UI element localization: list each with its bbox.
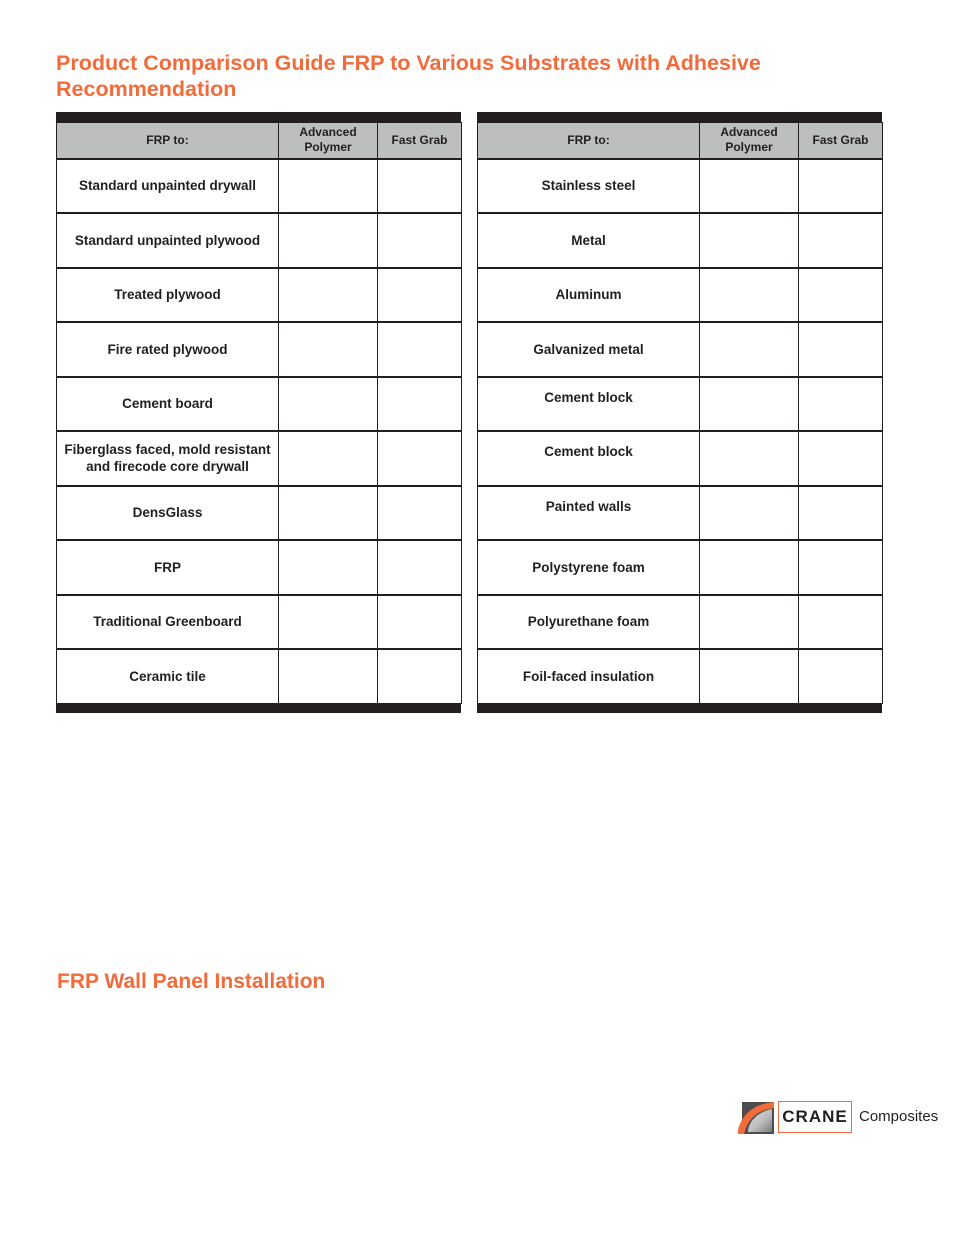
fast-grab-cell [378,595,462,650]
advanced-polymer-cell [700,377,799,432]
table-row [478,649,883,704]
fast-grab-cell [799,268,883,323]
table-row [57,595,462,650]
fast-grab-cell [799,322,883,377]
advanced-polymer-cell [279,595,378,650]
fast-grab-cell [378,159,462,214]
table-row [57,268,462,323]
substrate-label: Polystyrene foam [478,540,700,595]
crane-swoosh-icon [736,1100,776,1136]
fast-grab-cell [378,486,462,541]
table-row [57,649,462,704]
section-title: FRP Wall Panel Installation [57,970,326,993]
comparison-table [477,122,883,704]
fast-grab-cell [799,377,883,432]
advanced-polymer-cell [279,322,378,377]
advanced-polymer-cell [700,595,799,650]
fast-grab-cell [799,649,883,704]
table-row [478,377,883,432]
fast-grab-cell [378,377,462,432]
advanced-polymer-cell [700,322,799,377]
table-row [478,595,883,650]
advanced-polymer-cell [279,159,378,214]
advanced-polymer-cell [700,159,799,214]
comparison-table-left [56,112,461,713]
substrate-label: Standard unpainted plywood [57,213,279,268]
header-frp-to: FRP to: [57,123,279,159]
page-title: Product Comparison Guide FRP to Various Substrates with Adhesive Recommendation [56,51,761,101]
table-top-bar [477,112,882,122]
fast-grab-cell [378,268,462,323]
table-row [478,159,883,214]
fast-grab-cell [799,431,883,486]
substrate-label: Aluminum [478,268,700,323]
fast-grab-cell [799,213,883,268]
table-row [57,486,462,541]
table-row [57,322,462,377]
substrate-label: Traditional Greenboard [57,595,279,650]
composites-wordmark: Composites [859,1108,939,1125]
table-row [57,431,462,486]
comparison-table-right [477,112,882,713]
fast-grab-cell [799,540,883,595]
advanced-polymer-cell [279,213,378,268]
crane-wordmark: CRANE [778,1101,852,1133]
substrate-label: Stainless steel [478,159,700,214]
advanced-polymer-cell [279,540,378,595]
fast-grab-cell [378,649,462,704]
fast-grab-cell [378,322,462,377]
substrate-label: Foil-faced insulation [478,649,700,704]
table-top-bar [56,112,461,122]
advanced-polymer-cell [279,486,378,541]
table-row [478,486,883,541]
advanced-polymer-cell [700,486,799,541]
header-fast-grab: Fast Grab [799,123,883,159]
advanced-polymer-cell [279,268,378,323]
substrate-label: Cement block [478,377,700,432]
substrate-label: Cement board [57,377,279,432]
advanced-polymer-cell [279,377,378,432]
advanced-polymer-cell [279,649,378,704]
substrate-label: Ceramic tile [57,649,279,704]
advanced-polymer-cell [700,540,799,595]
header-advanced-polymer: Advanced Polymer [700,123,799,159]
fast-grab-cell [378,213,462,268]
advanced-polymer-cell [700,213,799,268]
table-bottom-bar [56,704,461,713]
table-row [478,268,883,323]
substrate-label: Polyurethane foam [478,595,700,650]
substrate-label: Standard unpainted drywall [57,159,279,214]
substrate-label: Treated plywood [57,268,279,323]
table-row [478,431,883,486]
table-bottom-bar [477,704,882,713]
substrate-label: Painted walls [478,486,700,541]
header-fast-grab: Fast Grab [378,123,462,159]
table-row [57,159,462,214]
substrate-label: Fiberglass faced, mold resistant and firecode core drywall [57,431,279,486]
table-header-row [57,123,462,159]
fast-grab-cell [799,595,883,650]
header-advanced-polymer: Advanced Polymer [279,123,378,159]
table-row [478,213,883,268]
header-frp-to: FRP to: [478,123,700,159]
comparison-table [56,122,462,704]
substrate-label: Cement block [478,431,700,486]
fast-grab-cell [378,431,462,486]
advanced-polymer-cell [700,649,799,704]
substrate-label: DensGlass [57,486,279,541]
table-row [57,540,462,595]
table-row [478,540,883,595]
fast-grab-cell [378,540,462,595]
advanced-polymer-cell [700,431,799,486]
advanced-polymer-cell [279,431,378,486]
table-row [478,322,883,377]
advanced-polymer-cell [700,268,799,323]
table-row [57,213,462,268]
fast-grab-cell [799,159,883,214]
table-row [57,377,462,432]
substrate-label: FRP [57,540,279,595]
substrate-label: Metal [478,213,700,268]
fast-grab-cell [799,486,883,541]
crane-composites-logo [736,1100,948,1136]
substrate-label: Galvanized metal [478,322,700,377]
table-header-row [478,123,883,159]
substrate-label: Fire rated plywood [57,322,279,377]
